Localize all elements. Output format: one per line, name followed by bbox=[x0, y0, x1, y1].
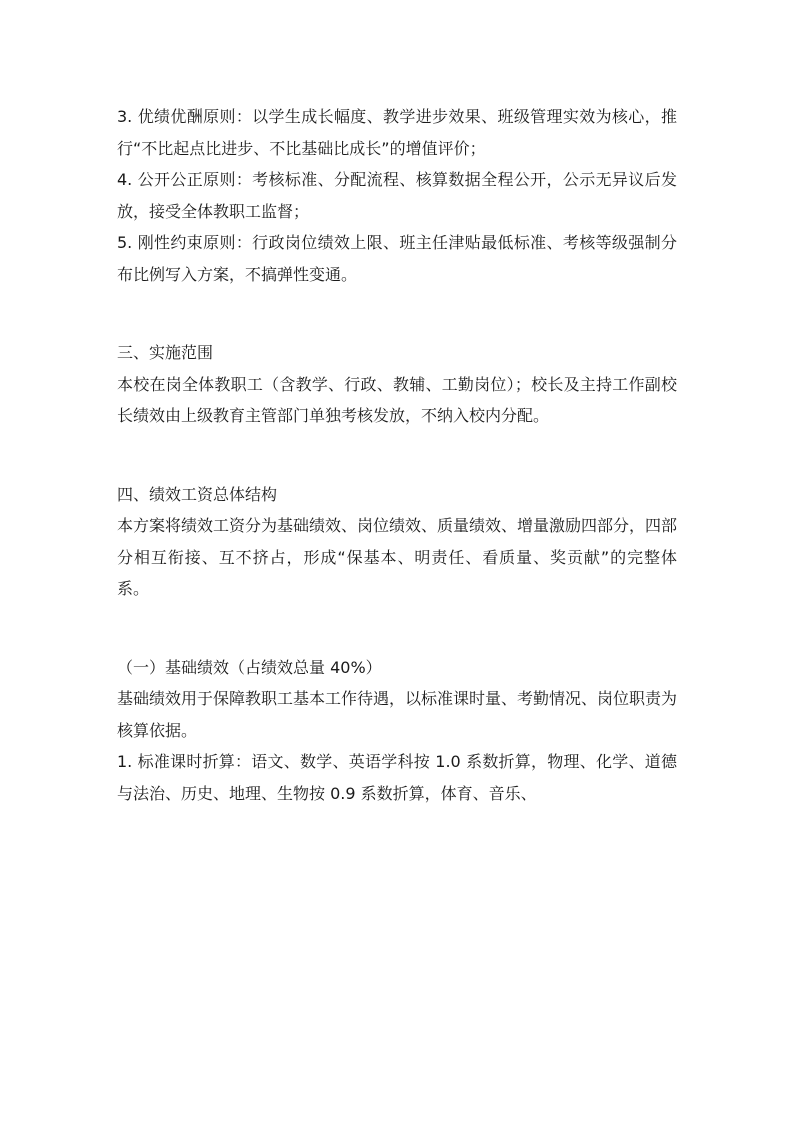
section-3-heading: 三、实施范围 bbox=[117, 343, 214, 362]
subsection-1-heading: （一）基础绩效（占绩效总量 40%） bbox=[117, 657, 382, 677]
section-4-heading: 四、绩效工资总体结构 bbox=[117, 484, 278, 504]
structure-paragraph: 本方案将绩效工资分为基础绩效、岗位绩效、质量绩效、增量激励四部分，四部分相互衔接、互不挤占，形成“保基本、明责任、看质量、奖贡献”的完整体系。 bbox=[117, 516, 678, 598]
class-hour-conversion-paragraph: 1. 标准课时折算：语文、数学、英语学科按 1.0 系数折算，物理、化学、道德与法治、历史、地理、生物按 0.9 系数折算，体育、音乐、 bbox=[117, 752, 677, 803]
principle-4-paragraph: 4. 公开公正原则：考核标准、分配流程、核算数据全程公开，公示无异议后发放，接受全体教职工监督； bbox=[117, 170, 677, 221]
basic-performance-paragraph: 基础绩效用于保障教职工基本工作待遇，以标准课时量、考勤情况、岗位职责为核算依据。 bbox=[117, 689, 678, 740]
section-gap bbox=[117, 432, 677, 479]
document-body bbox=[117, 101, 677, 809]
scope-paragraph: 本校在岗全体教职工（含教学、行政、教辅、工勤岗位）；校长及主持工作副校长绩效由上级教育主管部门单独考核发放，不纳入校内分配。 bbox=[117, 374, 677, 425]
principle-3-paragraph: 3. 优绩优酬原则：以学生成长幅度、教学进步效果、班级管理实效为核心，推行“不比起点比进步、不比基础比成长”的增值评价； bbox=[117, 107, 677, 158]
principle-5-paragraph: 5. 刚性约束原则：行政岗位绩效上限、班主任津贴最低标准、考核等级强制分布比例写入方案，不搞弹性变通。 bbox=[117, 233, 677, 284]
section-gap bbox=[117, 605, 677, 652]
section-gap bbox=[117, 290, 677, 337]
